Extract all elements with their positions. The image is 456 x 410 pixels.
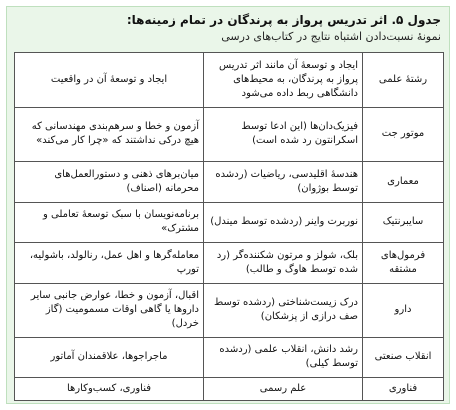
formal-cell: نوربرت واینر (ردشده توسط میندل) xyxy=(204,202,363,242)
informal-cell: برنامه‌نویسان با سبک توسعهٔ تعاملی و مشترک» xyxy=(15,202,204,242)
field-cell: دارو xyxy=(363,283,444,338)
informal-cell: میان‌برهای ذهنی و دستورالعمل‌های محرمانه (اصناف) xyxy=(15,162,204,203)
informal-cell: ایجاد و توسعهٔ آن در واقعیت xyxy=(15,53,204,108)
table-row xyxy=(15,242,444,283)
informal-cell: ماجراجوها، علاقمندان آماتور xyxy=(15,338,204,378)
table-row xyxy=(15,53,444,108)
formal-cell: ایجاد و توسعهٔ آن مانند اثر تدریس پرواز به پرندگان، به محیط‌های دانشگاهی ربط داده می‌شود xyxy=(204,53,363,108)
field-cell: فرمول‌های مشتقه xyxy=(363,242,444,283)
field-cell: انقلاب صنعتی xyxy=(363,338,444,378)
field-cell: سایبرنتیک xyxy=(363,202,444,242)
formal-cell: بلک، شولز و مرتون شکننده‌گر (رد شده توسط هاوگ و طالب) xyxy=(204,242,363,283)
formal-cell: فیزیک‌دان‌ها (این ادعا توسط اسکرانتون رد شده است) xyxy=(204,107,363,162)
table-row xyxy=(15,162,444,203)
table-subtitle: نمونهٔ نسبت‌دادن اشتباه نتایج در کتاب‌های درسی xyxy=(221,30,441,43)
formal-cell: درک زیست‌شناختی (ردشده توسط صف درازی از پزشکان) xyxy=(204,283,363,338)
formal-cell: هندسهٔ اقلیدسی، ریاضیات (ردشده توسط بوژوان) xyxy=(204,162,363,203)
table-row xyxy=(15,283,444,338)
table-row xyxy=(15,377,444,400)
field-cell: معماری xyxy=(363,162,444,203)
table-title: جدول ۵. اثر تدریس پرواز به پرندگان در تمام زمینه‌ها: xyxy=(126,13,441,27)
table-row xyxy=(15,202,444,242)
table-row xyxy=(15,107,444,162)
informal-cell: معامله‌گرها و اهل عمل، رنالولد، باشولیه، تورپ xyxy=(15,242,204,283)
informal-cell: فناوری، کسب‌وکارها xyxy=(15,377,204,400)
data-table xyxy=(14,52,444,401)
table-row xyxy=(15,338,444,378)
formal-cell: علم رسمی xyxy=(204,377,363,400)
informal-cell: اقبال، آزمون و خطا، عوارض جانبی سایر داروها یا گاهی اوقات مسمومیت (گاز خردل) xyxy=(15,283,204,338)
formal-cell: رشد دانش، انقلاب علمی (ردشده توسط کیلی) xyxy=(204,338,363,378)
table-frame xyxy=(6,6,450,404)
field-cell: فناوری xyxy=(363,377,444,400)
table-header xyxy=(15,11,441,45)
field-cell: موتور جت xyxy=(363,107,444,162)
field-cell: رشتهٔ علمی xyxy=(363,53,444,108)
informal-cell: آزمون و خطا و سرهم‌بندی مهندسانی که هیچ درکی نداشتند که «چرا کار می‌کند» xyxy=(15,107,204,162)
